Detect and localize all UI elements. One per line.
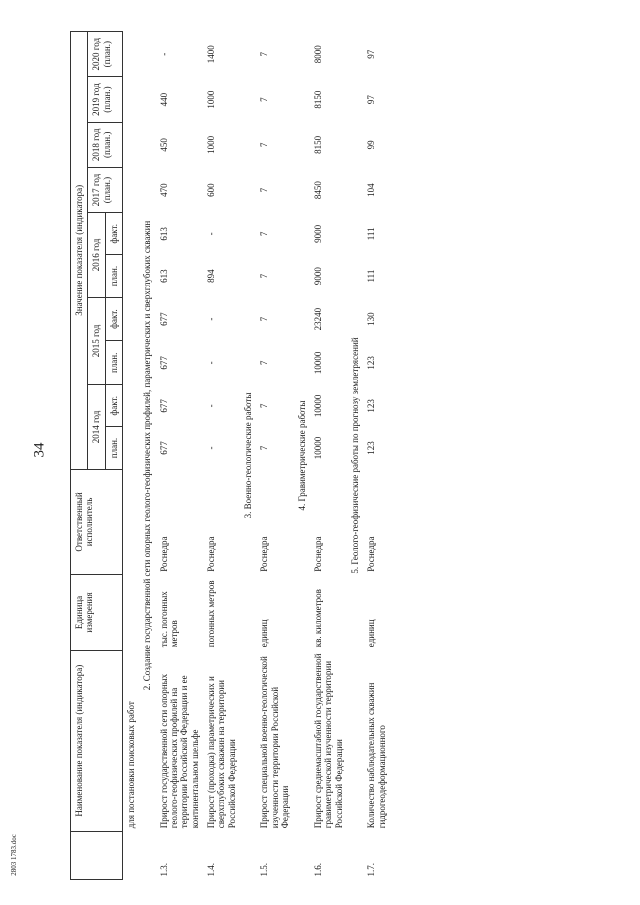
section-5-title: 5. Геолого-геофизические работы по прогнозу землетрясений bbox=[349, 337, 360, 574]
value-cell: 470 bbox=[158, 183, 169, 197]
section-4-title: 4. Гравиметрические работы bbox=[296, 400, 307, 511]
value-cell: 7 bbox=[259, 445, 270, 451]
value-cell: 9000 bbox=[312, 224, 323, 243]
header-values: Значение показателя (индикатора) bbox=[71, 32, 88, 470]
value-cell: 894 bbox=[206, 269, 217, 283]
value-cell: - bbox=[206, 232, 217, 236]
section-heading bbox=[139, 32, 155, 880]
header-2014: 2014 год bbox=[88, 385, 105, 469]
row-number: 1.4. bbox=[206, 863, 217, 877]
value-cell: 600 bbox=[206, 183, 217, 197]
value-cell: 7 bbox=[259, 187, 270, 193]
value-cell: 677 bbox=[158, 399, 169, 413]
section-heading bbox=[240, 32, 256, 880]
value-cell: 8150 bbox=[312, 90, 323, 109]
table-row bbox=[256, 32, 293, 880]
header-fact: факт. bbox=[105, 385, 122, 427]
row-responsible: Роснедра bbox=[158, 536, 169, 572]
value-cell: 111 bbox=[366, 269, 377, 283]
header-2019: 2019 год (план.) bbox=[88, 77, 123, 122]
section-3-title: 3. Военно-геологические работы bbox=[243, 392, 254, 519]
value-cell: 10000 bbox=[312, 436, 323, 460]
value-cell: 130 bbox=[366, 312, 377, 326]
value-cell: - bbox=[206, 361, 217, 365]
table-row bbox=[156, 32, 203, 880]
row-responsible: Роснедра bbox=[312, 536, 323, 572]
table-row bbox=[363, 32, 390, 880]
header-fact: факт. bbox=[105, 297, 122, 341]
value-cell: 123 bbox=[366, 441, 377, 455]
value-cell: 1000 bbox=[206, 135, 217, 154]
value-cell: 7 bbox=[259, 231, 270, 237]
row-name: Прирост государственной сети опорных геолого-геофизических профилей на территории Российской Федерации и ее континентальном шельфе bbox=[158, 673, 200, 829]
row-responsible: Роснедра bbox=[206, 536, 217, 572]
section-heading bbox=[294, 32, 310, 880]
value-cell: 10000 bbox=[312, 394, 323, 418]
value-cell: 7 bbox=[259, 360, 270, 366]
rotated-page bbox=[70, 25, 550, 880]
row-responsible: Роснедра bbox=[259, 536, 270, 572]
value-cell: - bbox=[206, 317, 217, 321]
table-row bbox=[310, 32, 347, 880]
value-cell: 104 bbox=[366, 183, 377, 197]
row-responsible: Роснедра bbox=[366, 536, 377, 572]
value-cell: 8450 bbox=[312, 181, 323, 200]
row-unit: погонных метров bbox=[206, 580, 217, 648]
value-cell: 99 bbox=[366, 140, 377, 150]
row-number: 1.6. bbox=[312, 863, 323, 877]
value-cell: 1000 bbox=[206, 90, 217, 109]
value-cell: 97 bbox=[366, 49, 377, 59]
header-number bbox=[71, 831, 123, 879]
row-number: 1.7. bbox=[366, 863, 377, 877]
value-cell: 613 bbox=[158, 227, 169, 241]
value-cell: 10000 bbox=[312, 351, 323, 375]
value-cell: - bbox=[206, 446, 217, 450]
continuation-row bbox=[123, 32, 140, 880]
value-cell: 7 bbox=[259, 403, 270, 409]
value-cell: 8000 bbox=[312, 45, 323, 64]
value-cell: 9000 bbox=[312, 267, 323, 286]
value-cell: 7 bbox=[259, 316, 270, 322]
value-cell: 1400 bbox=[206, 45, 217, 64]
row-name: Прирост специальной военно-геологической изученности территории Российской Федерации bbox=[259, 656, 291, 829]
value-cell: - bbox=[206, 404, 217, 408]
value-cell: 97 bbox=[366, 95, 377, 105]
page-number: 34 bbox=[31, 442, 48, 458]
value-cell: 677 bbox=[158, 312, 169, 326]
value-cell: 123 bbox=[366, 399, 377, 413]
value-cell: 23240 bbox=[312, 307, 323, 331]
value-cell: 677 bbox=[158, 356, 169, 370]
header-2020: 2020 год (план.) bbox=[88, 32, 123, 77]
value-cell: 450 bbox=[158, 138, 169, 152]
value-cell: 111 bbox=[366, 227, 377, 241]
row-name: Прирост (проходка) параметрических и сверхглубоких скважин на территории Российской Федерации bbox=[206, 676, 237, 829]
value-cell: 7 bbox=[259, 51, 270, 57]
value-cell: 8150 bbox=[312, 135, 323, 154]
header-responsible: Ответственный исполнитель bbox=[71, 469, 123, 575]
row-number: 1.3. bbox=[158, 863, 169, 877]
table-header bbox=[71, 32, 123, 880]
document-footer: 2803 1783.doc bbox=[10, 834, 18, 876]
header-plan: план. bbox=[105, 341, 122, 385]
value-cell: 677 bbox=[158, 441, 169, 455]
value-cell: - bbox=[158, 52, 169, 56]
header-unit: Единица измерения bbox=[71, 575, 123, 650]
value-cell: 440 bbox=[158, 92, 169, 107]
row-unit: единиц bbox=[259, 619, 270, 648]
value-cell: 7 bbox=[259, 97, 270, 102]
value-cell: 7 bbox=[259, 142, 270, 148]
header-2017: 2017 год (план.) bbox=[88, 167, 123, 212]
value-cell: 123 bbox=[366, 356, 377, 370]
section-2-title: 2. Создание государственной сети опорных геолого-геофизических профилей, параметрических и сверхглубоких скважин bbox=[142, 220, 153, 691]
header-name: Наименование показателя (индикатора) bbox=[71, 650, 123, 831]
row-unit: тыс. погонных метров bbox=[158, 591, 180, 648]
table-row bbox=[203, 32, 240, 880]
row-unit: кв. километров bbox=[312, 589, 323, 648]
row-number: 1.5. bbox=[259, 863, 270, 877]
continuation-text: для постановки поисковых работ bbox=[126, 701, 137, 829]
header-2016: 2016 год bbox=[88, 213, 105, 297]
header-plan: план. bbox=[105, 255, 122, 297]
row-name: Прирост среднемасштабной государственной гравиметрической изученности территории Российской Федерации bbox=[312, 653, 344, 829]
value-cell: 613 bbox=[158, 269, 169, 283]
header-fact: факт. bbox=[105, 213, 122, 255]
header-2015: 2015 год bbox=[88, 297, 105, 385]
value-cell: 7 bbox=[259, 273, 270, 279]
header-plan: план. bbox=[105, 427, 122, 469]
row-name: Количество наблюдательных скважин гидрогеодеформационного bbox=[366, 682, 387, 829]
section-heading bbox=[347, 32, 363, 880]
header-2018: 2018 год (план.) bbox=[88, 122, 123, 167]
row-unit: единиц bbox=[366, 619, 377, 648]
indicator-table bbox=[70, 31, 390, 880]
